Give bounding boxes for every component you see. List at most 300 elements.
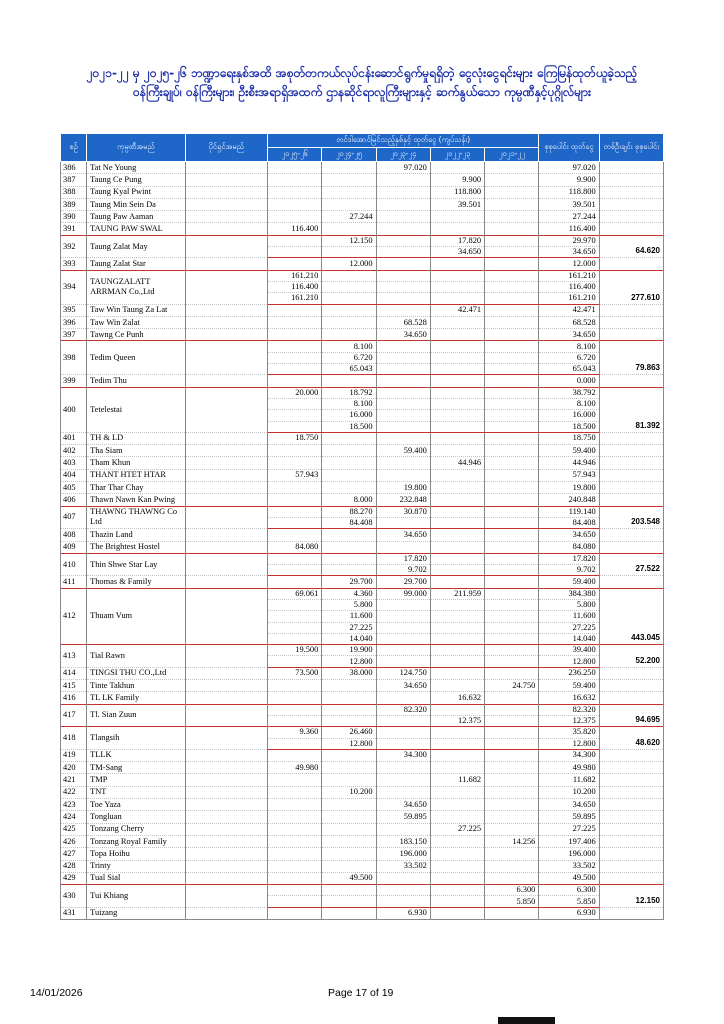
year-2-cell: 65.043 bbox=[322, 364, 376, 375]
year-4-cell bbox=[430, 907, 484, 919]
individual-total bbox=[599, 445, 663, 457]
owner-name bbox=[185, 553, 267, 576]
total-cell: 196.000 bbox=[539, 848, 599, 860]
owner-name bbox=[185, 304, 267, 316]
owner-name bbox=[185, 727, 267, 750]
year-5-cell bbox=[485, 704, 539, 715]
year-3-cell bbox=[376, 281, 430, 292]
company-name: Thazin Land bbox=[87, 529, 185, 541]
year-4-cell bbox=[430, 410, 484, 421]
table-row bbox=[61, 823, 664, 835]
year-4-cell bbox=[430, 762, 484, 774]
table-row bbox=[61, 304, 664, 316]
year-1-cell bbox=[268, 529, 322, 541]
row-number: 403 bbox=[61, 457, 87, 469]
year-4-cell bbox=[430, 738, 484, 749]
company-name: THANT HTET HTAR bbox=[87, 469, 185, 481]
year-1-cell bbox=[268, 341, 322, 352]
table-row bbox=[61, 692, 664, 704]
year-5-cell bbox=[485, 457, 539, 469]
year-2-cell: 27.225 bbox=[322, 622, 376, 633]
row-number: 398 bbox=[61, 341, 87, 375]
year-1-cell bbox=[268, 611, 322, 622]
owner-name bbox=[185, 667, 267, 679]
year-4-cell bbox=[430, 469, 484, 481]
row-number: 420 bbox=[61, 762, 87, 774]
company-name: Tonzang Cherry bbox=[87, 823, 185, 835]
year-5-cell bbox=[485, 645, 539, 656]
year-3-cell bbox=[376, 774, 430, 786]
company-name: Thar Thar Chay bbox=[87, 482, 185, 494]
year-4-cell: 27.225 bbox=[430, 823, 484, 835]
year-3-cell bbox=[376, 541, 430, 553]
total-cell: 34.650 bbox=[539, 799, 599, 811]
year-5-cell bbox=[485, 774, 539, 786]
year-5-cell bbox=[485, 799, 539, 811]
year-3-cell: 99.000 bbox=[376, 588, 430, 599]
year-4-cell bbox=[430, 316, 484, 328]
year-3-cell bbox=[376, 223, 430, 235]
year-1-cell bbox=[268, 599, 322, 610]
individual-total bbox=[599, 907, 663, 919]
table-row bbox=[61, 727, 664, 738]
company-name: Taung Min Sein Da bbox=[87, 198, 185, 210]
year-3-cell bbox=[376, 432, 430, 444]
table-row bbox=[61, 786, 664, 798]
year-4-cell bbox=[430, 811, 484, 823]
total-cell: 84.080 bbox=[539, 541, 599, 553]
year-5-cell bbox=[485, 762, 539, 774]
year-2-cell bbox=[322, 680, 376, 692]
company-name: Toe Yaza bbox=[87, 799, 185, 811]
individual-total bbox=[599, 762, 663, 774]
table-row bbox=[61, 375, 664, 387]
individual-total bbox=[599, 162, 663, 174]
year-2-cell: 5.800 bbox=[322, 599, 376, 610]
year-2-cell bbox=[322, 715, 376, 726]
year-5-cell bbox=[485, 872, 539, 884]
table-row bbox=[61, 762, 664, 774]
year-3-cell bbox=[376, 738, 430, 749]
year-1-cell bbox=[268, 316, 322, 328]
year-2-cell: 19.900 bbox=[322, 645, 376, 656]
year-3-cell bbox=[376, 517, 430, 528]
year-2-cell bbox=[322, 482, 376, 494]
year-1-cell bbox=[268, 860, 322, 872]
owner-name bbox=[185, 174, 267, 186]
year-5-cell bbox=[485, 848, 539, 860]
year-3-cell bbox=[376, 270, 430, 281]
year-4-cell bbox=[430, 645, 484, 656]
year-1-cell: 161.210 bbox=[268, 270, 322, 281]
year-2-cell: 18.500 bbox=[322, 421, 376, 432]
year-4-cell bbox=[430, 162, 484, 174]
year-2-cell: 12.800 bbox=[322, 656, 376, 667]
year-5-cell bbox=[485, 421, 539, 432]
individual-total bbox=[599, 667, 663, 679]
year-1-cell bbox=[268, 811, 322, 823]
year-1-cell: 57.943 bbox=[268, 469, 322, 481]
year-4-cell bbox=[430, 611, 484, 622]
year-5-cell bbox=[485, 517, 539, 528]
year-1-cell bbox=[268, 445, 322, 457]
total-cell: 118.800 bbox=[539, 186, 599, 198]
year-1-cell bbox=[268, 774, 322, 786]
year-5-cell bbox=[485, 316, 539, 328]
table-row bbox=[61, 704, 664, 715]
owner-name bbox=[185, 749, 267, 761]
total-cell: 8.100 bbox=[539, 398, 599, 409]
row-number: 392 bbox=[61, 235, 87, 258]
year-1-cell bbox=[268, 848, 322, 860]
individual-total bbox=[599, 375, 663, 387]
year-1-cell: 20.000 bbox=[268, 387, 322, 398]
company-name: Tinte Takhun bbox=[87, 680, 185, 692]
individual-total bbox=[599, 823, 663, 835]
header-year-2: ၂၀၂၄-၂၅ bbox=[322, 148, 376, 162]
year-3-cell bbox=[376, 715, 430, 726]
year-4-cell bbox=[430, 599, 484, 610]
year-1-cell bbox=[268, 704, 322, 715]
year-2-cell bbox=[322, 907, 376, 919]
company-name: Taung Zalat May bbox=[87, 235, 185, 258]
year-3-cell: 232.848 bbox=[376, 494, 430, 506]
row-number: 400 bbox=[61, 387, 87, 432]
row-number: 425 bbox=[61, 823, 87, 835]
year-2-cell bbox=[322, 860, 376, 872]
owner-name bbox=[185, 907, 267, 919]
table-row bbox=[61, 198, 664, 210]
year-1-cell bbox=[268, 410, 322, 421]
title-line-1: ၂၀၂၁-၂၂ မှ ၂၀၂၅-၂၆ ဘဏ္ဍာရေးနှစ်အထိ အစုတ်တကယ်လုပ်ငန်းဆောင်ရွက်မှုရရှိတဲ့ ငွေလုံးငွေရင်းများ ကြေမြန်ထုတ်ယူခဲ့သည့် bbox=[86, 66, 638, 80]
year-2-cell bbox=[322, 896, 376, 907]
individual-total bbox=[599, 457, 663, 469]
year-4-cell bbox=[430, 387, 484, 398]
row-number: 426 bbox=[61, 835, 87, 847]
owner-name bbox=[185, 835, 267, 847]
year-2-cell bbox=[322, 198, 376, 210]
year-4-cell bbox=[430, 281, 484, 292]
total-cell: 5.850 bbox=[539, 896, 599, 907]
year-1-cell: 18.750 bbox=[268, 432, 322, 444]
owner-name bbox=[185, 223, 267, 235]
year-4-cell bbox=[430, 848, 484, 860]
year-2-cell: 38.000 bbox=[322, 667, 376, 679]
total-cell: 384.380 bbox=[539, 588, 599, 599]
individual-total bbox=[599, 469, 663, 481]
year-4-cell: 9.900 bbox=[430, 174, 484, 186]
header-tender-group: တင်ဒါအောင်မြင်သည့်နှစ်နှင့် ထုတ်ငွေ (ကျပ်သန်း) bbox=[268, 134, 539, 148]
year-2-cell bbox=[322, 281, 376, 292]
row-number: 396 bbox=[61, 316, 87, 328]
year-1-cell bbox=[268, 622, 322, 633]
total-cell: 27.225 bbox=[539, 823, 599, 835]
year-5-cell bbox=[485, 529, 539, 541]
individual-total bbox=[599, 692, 663, 704]
individual-total bbox=[599, 680, 663, 692]
row-number: 430 bbox=[61, 885, 87, 908]
total-cell: 44.946 bbox=[539, 457, 599, 469]
table-row bbox=[61, 482, 664, 494]
year-5-cell bbox=[485, 786, 539, 798]
year-3-cell bbox=[376, 762, 430, 774]
row-number: 390 bbox=[61, 211, 87, 223]
year-2-cell bbox=[322, 529, 376, 541]
total-cell: 97.020 bbox=[539, 162, 599, 174]
year-2-cell bbox=[322, 316, 376, 328]
company-name: Tlangsih bbox=[87, 727, 185, 750]
year-4-cell bbox=[430, 398, 484, 409]
total-cell: 18.500 bbox=[539, 421, 599, 432]
year-5-cell bbox=[485, 223, 539, 235]
table-row bbox=[61, 588, 664, 599]
total-cell: 116.400 bbox=[539, 281, 599, 292]
year-5-cell: 24.750 bbox=[485, 680, 539, 692]
year-5-cell bbox=[485, 211, 539, 223]
owner-name bbox=[185, 494, 267, 506]
year-2-cell bbox=[322, 749, 376, 761]
year-3-cell bbox=[376, 692, 430, 704]
year-4-cell bbox=[430, 375, 484, 387]
row-number: 388 bbox=[61, 186, 87, 198]
year-3-cell: 34.300 bbox=[376, 749, 430, 761]
total-cell: 33.502 bbox=[539, 860, 599, 872]
year-4-cell: 44.946 bbox=[430, 457, 484, 469]
year-3-cell: 59.895 bbox=[376, 811, 430, 823]
row-number: 429 bbox=[61, 872, 87, 884]
year-5-cell bbox=[485, 506, 539, 517]
row-number: 415 bbox=[61, 680, 87, 692]
company-name: Tha Siam bbox=[87, 445, 185, 457]
year-2-cell bbox=[322, 223, 376, 235]
owner-name bbox=[185, 529, 267, 541]
total-cell: 6.720 bbox=[539, 352, 599, 363]
year-1-cell bbox=[268, 517, 322, 528]
table-row bbox=[61, 885, 664, 896]
table-row bbox=[61, 329, 664, 341]
year-2-cell bbox=[322, 541, 376, 553]
row-number: 427 bbox=[61, 848, 87, 860]
total-cell: 34.300 bbox=[539, 749, 599, 761]
year-4-cell bbox=[430, 445, 484, 457]
owner-name bbox=[185, 457, 267, 469]
total-cell: 12.800 bbox=[539, 738, 599, 749]
year-3-cell: 30.870 bbox=[376, 506, 430, 517]
year-2-cell bbox=[322, 270, 376, 281]
year-5-cell bbox=[485, 247, 539, 258]
company-name: Tedim Queen bbox=[87, 341, 185, 375]
total-cell: 65.043 bbox=[539, 364, 599, 375]
year-5-cell bbox=[485, 553, 539, 564]
year-3-cell: 124.750 bbox=[376, 667, 430, 679]
year-3-cell: 34.650 bbox=[376, 329, 430, 341]
year-4-cell bbox=[430, 421, 484, 432]
header-grand-total: တစ်ဦးချင်း စုစုပေါင်း bbox=[599, 134, 663, 162]
owner-name bbox=[185, 469, 267, 481]
year-1-cell bbox=[268, 749, 322, 761]
total-cell: 34.650 bbox=[539, 329, 599, 341]
total-cell: 84.408 bbox=[539, 517, 599, 528]
year-2-cell: 8.100 bbox=[322, 398, 376, 409]
year-5-cell bbox=[485, 907, 539, 919]
total-cell: 59.400 bbox=[539, 445, 599, 457]
year-2-cell bbox=[322, 375, 376, 387]
year-2-cell bbox=[322, 329, 376, 341]
year-5-cell bbox=[485, 375, 539, 387]
row-number: 424 bbox=[61, 811, 87, 823]
year-1-cell: 116.400 bbox=[268, 281, 322, 292]
year-1-cell bbox=[268, 352, 322, 363]
individual-total bbox=[599, 258, 663, 270]
year-3-cell bbox=[376, 622, 430, 633]
company-name: Tonzang Royal Family bbox=[87, 835, 185, 847]
year-5-cell bbox=[485, 293, 539, 304]
owner-name bbox=[185, 786, 267, 798]
year-5-cell bbox=[485, 162, 539, 174]
year-3-cell: 34.650 bbox=[376, 680, 430, 692]
company-name: TL LK Family bbox=[87, 692, 185, 704]
table-row bbox=[61, 341, 664, 352]
year-1-cell bbox=[268, 799, 322, 811]
year-5-cell bbox=[485, 341, 539, 352]
year-4-cell bbox=[430, 432, 484, 444]
table-row bbox=[61, 848, 664, 860]
document-title bbox=[30, 64, 694, 102]
owner-name bbox=[185, 258, 267, 270]
row-number: 411 bbox=[61, 576, 87, 588]
year-5-cell bbox=[485, 860, 539, 872]
owner-name bbox=[185, 680, 267, 692]
owner-name bbox=[185, 432, 267, 444]
table-row bbox=[61, 270, 664, 281]
contracts-table bbox=[60, 133, 664, 920]
owner-name bbox=[185, 186, 267, 198]
year-3-cell bbox=[376, 341, 430, 352]
year-2-cell bbox=[322, 162, 376, 174]
owner-name bbox=[185, 704, 267, 727]
year-1-cell bbox=[268, 907, 322, 919]
year-4-cell bbox=[430, 727, 484, 738]
company-name: Thomas & Family bbox=[87, 576, 185, 588]
header-year-4: ၂၀၂၂-၂၃ bbox=[430, 148, 484, 162]
year-1-cell bbox=[268, 375, 322, 387]
company-name: The Brightest Hostel bbox=[87, 541, 185, 553]
table-row bbox=[61, 872, 664, 884]
table-row bbox=[61, 680, 664, 692]
year-4-cell bbox=[430, 258, 484, 270]
year-5-cell bbox=[485, 281, 539, 292]
company-name: Taw Win Zalat bbox=[87, 316, 185, 328]
total-cell: 14.040 bbox=[539, 633, 599, 644]
table-row bbox=[61, 432, 664, 444]
year-5-cell bbox=[485, 352, 539, 363]
row-number: 412 bbox=[61, 588, 87, 644]
year-2-cell bbox=[322, 553, 376, 564]
row-number: 409 bbox=[61, 541, 87, 553]
year-1-cell: 9.360 bbox=[268, 727, 322, 738]
table-row bbox=[61, 186, 664, 198]
total-cell: 116.400 bbox=[539, 223, 599, 235]
owner-name bbox=[185, 860, 267, 872]
total-cell: 11.682 bbox=[539, 774, 599, 786]
year-3-cell: 97.020 bbox=[376, 162, 430, 174]
row-number: 413 bbox=[61, 645, 87, 668]
owner-name bbox=[185, 811, 267, 823]
individual-total bbox=[599, 848, 663, 860]
owner-name bbox=[185, 235, 267, 258]
year-3-cell bbox=[376, 304, 430, 316]
year-5-cell bbox=[485, 445, 539, 457]
company-name: Tui Khiang bbox=[87, 885, 185, 908]
year-4-cell bbox=[430, 885, 484, 896]
year-4-cell: 42.471 bbox=[430, 304, 484, 316]
year-5-cell bbox=[485, 599, 539, 610]
table-row bbox=[61, 860, 664, 872]
year-1-cell bbox=[268, 553, 322, 564]
year-2-cell bbox=[322, 247, 376, 258]
year-2-cell: 12.150 bbox=[322, 235, 376, 246]
contracts-table-container bbox=[60, 133, 664, 920]
year-4-cell bbox=[430, 680, 484, 692]
year-3-cell bbox=[376, 599, 430, 610]
year-1-cell bbox=[268, 211, 322, 223]
year-1-cell bbox=[268, 786, 322, 798]
year-4-cell bbox=[430, 667, 484, 679]
individual-total bbox=[599, 529, 663, 541]
year-4-cell: 34.650 bbox=[430, 247, 484, 258]
table-row bbox=[61, 749, 664, 761]
year-4-cell bbox=[430, 529, 484, 541]
year-3-cell: 9.702 bbox=[376, 565, 430, 576]
table-row bbox=[61, 907, 664, 919]
table-row bbox=[61, 553, 664, 564]
year-4-cell bbox=[430, 749, 484, 761]
table-row bbox=[61, 387, 664, 398]
company-name: Tl. Sian Zuun bbox=[87, 704, 185, 727]
individual-total bbox=[599, 749, 663, 761]
year-2-cell: 8.100 bbox=[322, 341, 376, 352]
row-number: 404 bbox=[61, 469, 87, 481]
year-5-cell bbox=[485, 656, 539, 667]
year-5-cell bbox=[485, 811, 539, 823]
year-3-cell bbox=[376, 398, 430, 409]
company-name: Thuam Vum bbox=[87, 588, 185, 644]
owner-name bbox=[185, 541, 267, 553]
table-row bbox=[61, 529, 664, 541]
year-2-cell bbox=[322, 848, 376, 860]
year-5-cell bbox=[485, 198, 539, 210]
owner-name bbox=[185, 774, 267, 786]
owner-name bbox=[185, 823, 267, 835]
total-cell: 35.820 bbox=[539, 727, 599, 738]
year-5-cell bbox=[485, 235, 539, 246]
individual-total: 94.695 bbox=[599, 704, 663, 727]
header-total: စုစုပေါင်း ထုတ်ငွေ bbox=[539, 134, 599, 162]
year-5-cell bbox=[485, 823, 539, 835]
year-2-cell: 18.792 bbox=[322, 387, 376, 398]
year-4-cell: 39.501 bbox=[430, 198, 484, 210]
year-1-cell: 73.500 bbox=[268, 667, 322, 679]
year-1-cell bbox=[268, 885, 322, 896]
total-cell: 16.632 bbox=[539, 692, 599, 704]
year-4-cell bbox=[430, 494, 484, 506]
row-number: 418 bbox=[61, 727, 87, 750]
total-cell: 49.500 bbox=[539, 872, 599, 884]
year-5-cell bbox=[485, 387, 539, 398]
year-3-cell bbox=[376, 211, 430, 223]
company-name: TAUNGZALATT ARRMAN Co.,Ltd bbox=[87, 270, 185, 304]
year-3-cell bbox=[376, 387, 430, 398]
